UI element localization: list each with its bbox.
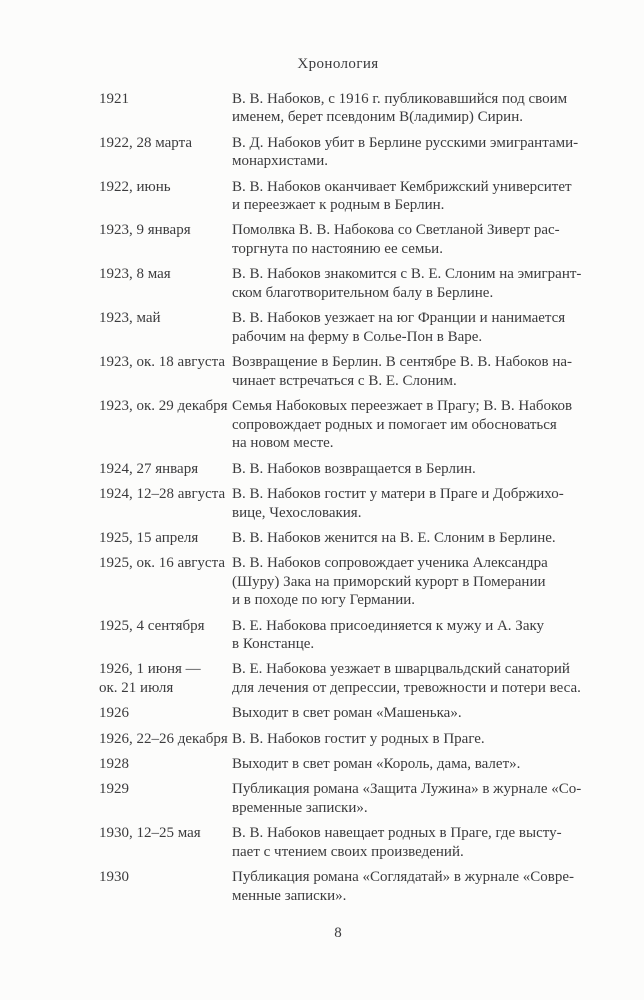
row-event [232, 780, 581, 817]
row-date [99, 90, 232, 109]
table-row [99, 397, 577, 453]
row-date [99, 868, 232, 887]
row-event [232, 554, 577, 610]
row-event [232, 178, 577, 215]
row-date-line: 1926 [99, 705, 129, 722]
row-date-line: 1924, 12–28 августа [99, 485, 226, 502]
row-event-line: для лечения от депрессии, тревожности и потери веса. [232, 680, 581, 697]
row-event-line: Семья Набоковых переезжает в Прагу; В. В. Набоков [232, 398, 573, 415]
row-event-line: Помолвка В. В. Набокова со Светланой Зиверт рас- [232, 222, 560, 239]
page-title: Хронология [297, 56, 379, 72]
row-event [232, 755, 577, 774]
table-row [99, 90, 577, 127]
row-date [99, 755, 232, 774]
row-date [99, 824, 232, 843]
row-event [232, 134, 578, 171]
row-event-line: Выходит в свет роман «Машенька». [232, 705, 462, 722]
row-date-line: 1924, 27 января [99, 460, 199, 477]
row-event-line: на новом месте. [232, 435, 334, 452]
row-event-line: временные записки». [232, 799, 368, 816]
row-event-line: в Констанце. [232, 636, 315, 653]
table-row [99, 178, 577, 215]
row-date [99, 460, 232, 479]
row-event-line: рабочим на ферму в Солье-Пон в Варе. [232, 328, 483, 345]
row-event [232, 309, 577, 346]
table-row [99, 309, 577, 346]
table-row [99, 460, 577, 479]
row-event-line: В. Е. Набокова уезжает в шварцвальдский санаторий [232, 661, 570, 678]
row-date-line: 1926, 1 июня — [99, 661, 201, 678]
row-event [232, 397, 577, 453]
row-date-line: ок. 21 июля [99, 680, 174, 697]
row-date [99, 704, 232, 723]
row-event [232, 529, 577, 548]
row-date-line: 1930 [99, 868, 129, 885]
row-date [99, 485, 232, 504]
row-event [232, 868, 577, 905]
table-row [99, 485, 577, 522]
row-date-line: 1923, 8 мая [99, 266, 171, 283]
row-event [232, 485, 577, 522]
table-row [99, 221, 577, 258]
row-event-line: В. В. Набоков возвращается в Берлин. [232, 460, 476, 477]
row-event-line: сопровождает родных и помогает им обосноваться [232, 416, 557, 433]
row-event-line: и в походе по югу Германии. [232, 592, 416, 609]
row-date-line: 1925, 4 сентября [99, 617, 205, 634]
row-date-line: 1923, 9 января [99, 222, 191, 239]
row-event [232, 704, 577, 723]
row-event-line: В. В. Набоков уезжает на юг Франции и нанимается [232, 310, 566, 327]
row-event-line: В. В. Набоков сопровождает ученика Александра [232, 554, 548, 571]
row-event-line: В. В. Набоков навещает родных в Праге, где высту- [232, 824, 562, 841]
row-event [232, 90, 577, 127]
row-event-line: менные записки». [232, 887, 347, 904]
table-row [99, 755, 577, 774]
row-event-line: Публикация романа «Защита Лужина» в журнале «Со- [232, 781, 582, 797]
row-event-line: В. В. Набоков женится на В. Е. Слоним в Берлине. [232, 529, 556, 546]
row-event [232, 617, 577, 654]
row-date-line: 1922, июнь [99, 178, 171, 195]
row-date [99, 554, 232, 573]
row-date [99, 309, 232, 328]
table-row [99, 353, 577, 390]
row-date-line: 1928 [99, 755, 129, 772]
table-row [99, 554, 577, 610]
row-event [232, 824, 577, 861]
row-event [232, 265, 581, 302]
row-event [232, 460, 577, 479]
table-row [99, 780, 582, 817]
row-date [99, 178, 232, 197]
chronology-table [99, 90, 582, 906]
row-event [232, 353, 577, 390]
row-date-line: 1925, 15 апреля [99, 529, 199, 546]
row-event-line: В. В. Набоков, с 1916 г. публиковавшийся под своим [232, 90, 568, 107]
row-event [232, 660, 581, 697]
row-event-line: торгнута по настоянию ее семьи. [232, 241, 443, 258]
row-event-line: В. В. Набоков знакомится с В. Е. Слоним на эмигрант- [232, 266, 582, 283]
row-event [232, 221, 577, 258]
page-number: 8 [334, 925, 342, 941]
row-date [99, 660, 232, 697]
table-row [99, 134, 577, 171]
table-row [99, 824, 577, 861]
row-event-line: пает с чтением своих произведений. [232, 843, 464, 860]
row-event-line: именем, берет псевдоним В(ладимир) Сирин. [232, 109, 523, 126]
row-event-line: (Шуру) Зака на приморский курорт в Померании [232, 573, 546, 590]
table-row [99, 868, 577, 905]
row-event-line: В. В. Набоков гостит у родных в Праге. [232, 730, 485, 747]
row-date [99, 265, 232, 284]
row-date-line: 1923, май [99, 310, 161, 327]
table-row [99, 704, 577, 723]
row-date [99, 617, 232, 636]
row-date-line: 1921 [99, 90, 129, 107]
row-date-line: 1926, 22–26 декабря [99, 730, 228, 747]
table-row [99, 529, 577, 548]
table-row [99, 730, 577, 749]
row-event-line: и переезжает к родным в Берлин. [232, 197, 445, 214]
row-date-line: 1923, ок. 29 декабря [99, 398, 228, 415]
row-date-line: 1925, ок. 16 августа [99, 554, 225, 571]
row-date [99, 529, 232, 548]
row-date-line: 1922, 28 марта [99, 134, 192, 151]
row-event-line: чинает встречаться с В. Е. Слоним. [232, 372, 457, 389]
table-row [99, 265, 582, 302]
row-date [99, 353, 232, 372]
row-event-line: Публикация романа «Соглядатай» в журнале «Совре- [232, 868, 575, 885]
row-event-line: монархистами. [232, 153, 329, 170]
row-date-line: 1930, 12–25 мая [99, 824, 201, 841]
row-event-line: вице, Чехословакия. [232, 504, 362, 521]
page-content [99, 55, 582, 912]
table-row [99, 660, 581, 697]
row-event-line: В. Е. Набокова присоединяется к мужу и А. Заку [232, 617, 545, 634]
row-event-line: Возвращение в Берлин. В сентябре В. В. Набоков на- [232, 354, 573, 371]
row-date-line: 1929 [99, 781, 129, 797]
row-event-line: В. Д. Набоков убит в Берлине русскими эмигрантами- [232, 134, 579, 151]
row-date [99, 134, 232, 153]
row-date [99, 730, 232, 749]
table-row [99, 617, 577, 654]
row-date [99, 397, 232, 416]
row-date-line: 1923, ок. 18 августа [99, 354, 225, 371]
row-event [232, 730, 577, 749]
row-date [99, 780, 232, 799]
row-event-line: Выходит в свет роман «Король, дама, валет». [232, 755, 521, 772]
row-event-line: В. В. Набоков гостит у матери в Праге и Добржихо- [232, 485, 564, 502]
row-event-line: В. В. Набоков оканчивает Кембрижский университет [232, 178, 572, 195]
row-date [99, 221, 232, 240]
row-event-line: ском благотворительном балу в Берлине. [232, 285, 494, 302]
